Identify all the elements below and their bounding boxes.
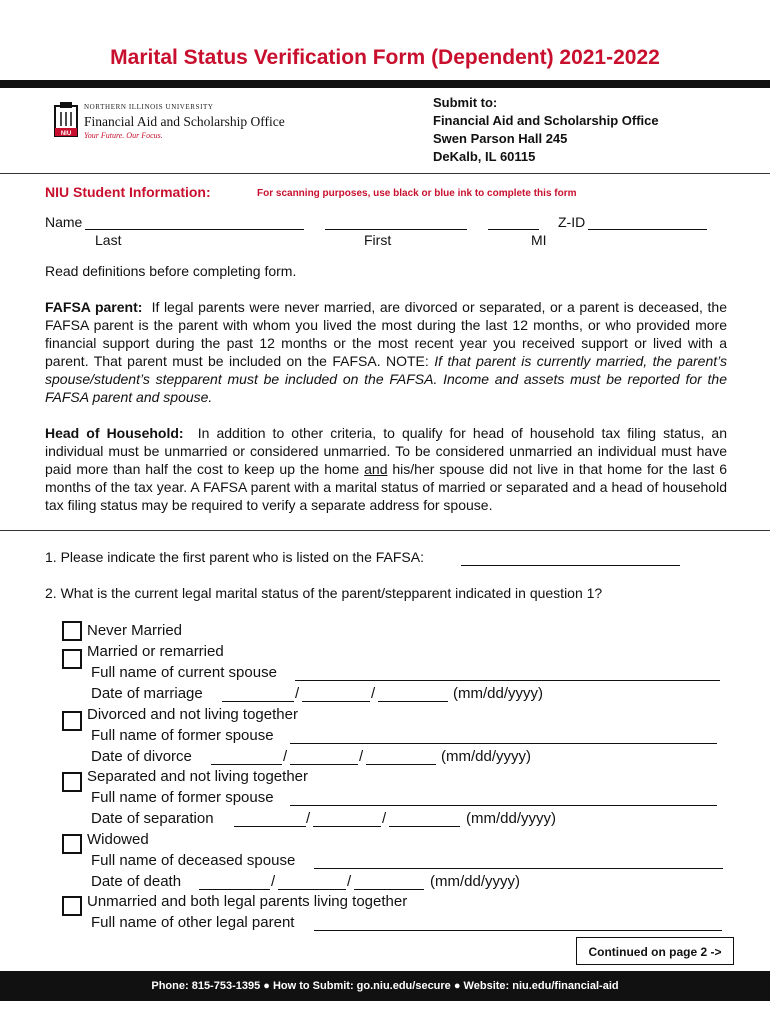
- date-format-hint: (mm/dd/yyyy): [453, 685, 543, 702]
- marriage-day-field[interactable]: [302, 701, 370, 702]
- hoh-and: and: [364, 461, 388, 477]
- mi-field[interactable]: [488, 229, 539, 230]
- head-of-household-definition: [45, 424, 727, 514]
- married-checkbox[interactable]: [62, 649, 82, 669]
- marriage-date-label: Date of marriage: [91, 685, 203, 702]
- death-day-field[interactable]: [278, 889, 346, 890]
- logo-university: NORTHERN ILLINOIS UNIVERSITY: [84, 103, 214, 111]
- date-format-hint: (mm/dd/yyyy): [466, 810, 556, 827]
- deceased-spouse-label: Full name of deceased spouse: [91, 852, 296, 869]
- submit-address: [433, 94, 659, 166]
- fafsa-term: FAFSA parent:: [45, 299, 143, 315]
- married-label: Married or remarried: [87, 643, 224, 660]
- slash: /: [382, 810, 387, 827]
- death-date-label: Date of death: [91, 873, 182, 890]
- never-married-checkbox[interactable]: [62, 621, 82, 641]
- slash: /: [347, 873, 352, 890]
- submit-line-2: Swen Parson Hall 245: [433, 131, 568, 146]
- zid-label: Z-ID: [558, 214, 586, 230]
- divorced-former-spouse-field[interactable]: [290, 743, 717, 744]
- question-1: 1. Please indicate the first parent who is listed on the FAFSA:: [45, 549, 424, 565]
- title-divider: [0, 80, 770, 88]
- hoh-text-2: his/her spouse did not live in that home for the last 6 months of the tax year. A FAFSA parent with a marital status of married or separated and a head of household tax filing status may be required to verify a separate address for spouse.: [45, 461, 728, 513]
- divorce-date-label: Date of divorce: [91, 748, 192, 765]
- logo-badge-text: NIU: [60, 131, 72, 137]
- slash: /: [271, 873, 276, 890]
- marriage-month-field[interactable]: [222, 701, 294, 702]
- definitions-intro: Read definitions before completing form.: [45, 263, 297, 279]
- definitions-rule: [0, 530, 770, 531]
- never-married-label: Never Married: [87, 622, 183, 639]
- marriage-year-field[interactable]: [378, 701, 448, 702]
- hoh-text-1: In addition to other criteria, to qualify for head of household tax filing status, an individual must be unmarried or considered unmarried. To be considered unmarried an individual must have paid more than half the cost to keep up the home: [45, 425, 728, 477]
- death-month-field[interactable]: [199, 889, 270, 890]
- divorce-year-field[interactable]: [366, 764, 436, 765]
- logo-office: Financial Aid and Scholarship Office: [84, 114, 285, 129]
- zid-field[interactable]: [588, 229, 707, 230]
- form-title: Marital Status Verification Form (Dependent) 2021-2022: [110, 46, 660, 69]
- date-format-hint: (mm/dd/yyyy): [441, 748, 531, 765]
- slash: /: [295, 685, 300, 702]
- unmarried-together-checkbox[interactable]: [62, 896, 82, 916]
- slash: /: [306, 810, 311, 827]
- continued-notice: Continued on page 2 ->: [576, 937, 734, 965]
- separation-day-field[interactable]: [313, 826, 381, 827]
- unmarried-together-label: Unmarried and both legal parents living together: [87, 893, 408, 910]
- scan-note: For scanning purposes, use black or blue ink to complete this form: [257, 188, 577, 199]
- former-spouse-label: Full name of former spouse: [91, 727, 274, 744]
- header-rule: [0, 173, 770, 174]
- submit-line-1: Financial Aid and Scholarship Office: [433, 113, 659, 128]
- slash: /: [371, 685, 376, 702]
- former-spouse-label: Full name of former spouse: [91, 789, 274, 806]
- deceased-spouse-field[interactable]: [314, 868, 723, 869]
- separated-checkbox[interactable]: [62, 772, 82, 792]
- submit-label: Submit to:: [433, 95, 498, 110]
- date-format-hint: (mm/dd/yyyy): [430, 873, 520, 890]
- fafsa-note: If that parent is currently married, the parent’s spouse/student’s stepparent must be included on the FAFSA. Income and assets must be reported for the FAFSA parent and spouse.: [45, 353, 727, 405]
- current-spouse-label: Full name of current spouse: [91, 664, 277, 681]
- question-2: 2. What is the current legal marital status of the parent/stepparent indicated in question 1?: [45, 585, 603, 601]
- separation-date-label: Date of separation: [91, 810, 214, 827]
- name-label: Name: [45, 214, 83, 230]
- divorce-day-field[interactable]: [290, 764, 358, 765]
- other-parent-label: Full name of other legal parent: [91, 914, 295, 931]
- other-parent-field[interactable]: [314, 930, 722, 931]
- last-name-field[interactable]: [85, 229, 304, 230]
- separated-label: Separated and not living together: [87, 768, 308, 785]
- hoh-term: Head of Household:: [45, 425, 184, 441]
- divorced-checkbox[interactable]: [62, 711, 82, 731]
- divorced-label: Divorced and not living together: [87, 706, 298, 723]
- fafsa-parent-definition: [45, 298, 727, 406]
- submit-line-3: DeKalb, IL 60115: [433, 149, 536, 164]
- death-year-field[interactable]: [354, 889, 424, 890]
- niu-building-icon: [52, 102, 80, 140]
- first-label: First: [364, 232, 392, 248]
- widowed-label: Widowed: [87, 831, 149, 848]
- niu-logo: [52, 102, 312, 142]
- first-parent-field[interactable]: [461, 565, 680, 566]
- separation-year-field[interactable]: [389, 826, 460, 827]
- fafsa-text: If legal parents were never married, are divorced or separated, or a parent is deceased, the FAFSA parent is the parent with whom you lived the most during the last 12 months, or who provided more financial support during the past 12 months or the most recent year you received support or lived with a parent. That parent must be included on the FAFSA. NOTE:: [45, 299, 727, 369]
- first-name-field[interactable]: [325, 229, 467, 230]
- footer-contact: Phone: 815-753-1395 ● How to Submit: go.niu.edu/secure ● Website: niu.edu/financial-aid: [0, 971, 770, 1001]
- separated-former-spouse-field[interactable]: [290, 805, 717, 806]
- student-info-label: NIU Student Information:: [45, 184, 211, 200]
- separation-month-field[interactable]: [234, 826, 306, 827]
- widowed-checkbox[interactable]: [62, 834, 82, 854]
- last-label: Last: [95, 232, 122, 248]
- mi-label: MI: [531, 232, 547, 248]
- divorce-month-field[interactable]: [211, 764, 282, 765]
- logo-tagline: Your Future. Our Focus.: [84, 131, 163, 140]
- slash: /: [283, 748, 288, 765]
- current-spouse-field[interactable]: [295, 680, 720, 681]
- slash: /: [359, 748, 364, 765]
